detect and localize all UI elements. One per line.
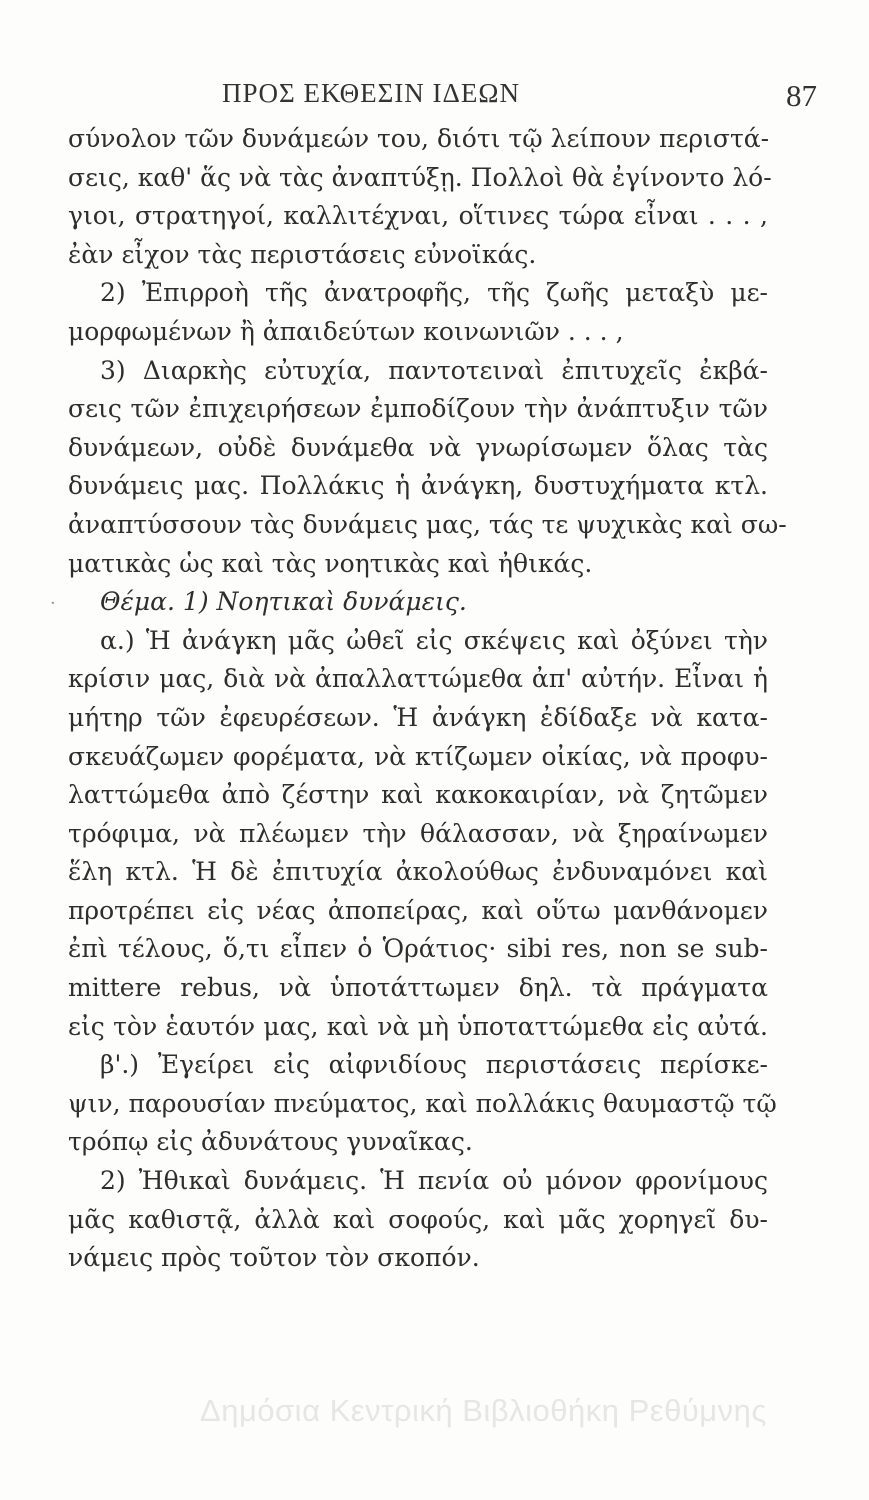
page-number: 87 (786, 78, 817, 113)
text-line: 2) Ἠθικαὶ δυνάμεις. Ἡ πενία οὐ μόνον φρονίμους (100, 1166, 768, 1196)
text-line: νάμεις πρὸς τοῦτον τὸν σκοπόν. (68, 1243, 480, 1273)
text-line: ματικὰς ὡς καὶ τὰς νοητικὰς καὶ ἠθικάς. (68, 548, 593, 578)
text-line: μήτηρ τῶν ἐφευρέσεων. Ἡ ἀνάγκη ἐδίδαξε νὰ κατα- (68, 702, 768, 732)
body-text (68, 120, 787, 1278)
section-heading: Θέμα. 1) Νοητικαὶ δυνάμεις. (100, 587, 467, 617)
text-line: εἰς τὸν ἑαυτόν μας, καὶ νὰ μὴ ὑποταττώμεθα εἰς αὐτά. (68, 1011, 768, 1041)
text-line: σκευάζωμεν φορέματα, νὰ κτίζωμεν οἰκίας, νὰ προφυ- (68, 741, 768, 771)
text-line: λαττώμεθα ἀπὸ ζέστην καὶ κακοκαιρίαν, νὰ ζητῶμεν (68, 780, 768, 810)
text-line: τρόφιμα, νὰ πλέωμεν τὴν θάλασσαν, νὰ ξηραίνωμεν (68, 818, 768, 848)
text-line: σύνολον τῶν δυνάμεών του, διότι τῷ λείπουν περιστά- (68, 124, 770, 153)
text-line: 3) Διαρκὴς εὐτυχία, παντοτειναὶ ἐπιτυχεῖς ἐκβά- (100, 355, 768, 385)
text-line: δυνάμεων, οὐδὲ δυνάμεθα νὰ γνωρίσωμεν ὅλας τὰς (68, 432, 768, 462)
text-line: α.) Ἡ ἀνάγκη μᾶς ὠθεῖ εἰς σκέψεις καὶ ὀξύνει τὴν (100, 625, 768, 655)
margin-mark: · (50, 593, 56, 614)
text-line: κρίσιν μας, διὰ νὰ ἀπαλλαττώμεθα ἀπ' αὐτήν. Εἶναι ἡ (68, 664, 768, 694)
text-line: ἐὰν εἶχον τὰς περιστάσεις εὐνοϊκάς. (68, 239, 537, 269)
text-line: ἕλη κτλ. Ἡ δὲ ἐπιτυχία ἀκολούθως ἐνδυναμόνει καὶ (68, 857, 768, 887)
text-line: τρόπῳ εἰς ἀδυνάτους γυναῖκας. (68, 1127, 473, 1157)
running-head-title: ΠΡΟΣ ΕΚΘΕΣΙΝ ΙΔΕΩΝ (222, 78, 520, 108)
text-line: mittere rebus, νὰ ὑποτάττωμεν δηλ. τὰ πράγματα (68, 973, 768, 1003)
text-line: μορφωμένων ἢ ἀπαιδεύτων κοινωνιῶν . . . , (68, 316, 624, 346)
text-line: προτρέπει εἰς νέας ἀποπείρας, καὶ οὕτω μανθάνομεν (68, 895, 768, 925)
text-line: δυνάμεις μας. Πολλάκις ἡ ἀνάγκη, δυστυχήματα κτλ. (68, 471, 768, 501)
text-line: μᾶς καθιστᾷ, ἀλλὰ καὶ σοφούς, καὶ μᾶς χορηγεῖ δυ- (68, 1204, 768, 1234)
text-line: γιοι, στρατηγοί, καλλιτέχναι, οἵτινες τώρα εἶναι . . . , (68, 201, 768, 231)
text-line: σεις, καθ' ἅς νὰ τὰς ἀναπτύξῃ. Πολλοὶ θὰ ἐγίνοντο λό- (68, 162, 772, 192)
text-line: ἐπὶ τέλους, ὅ,τι εἶπεν ὁ Ὁράτιος· sibi res, non se sub- (68, 934, 768, 964)
text-line: σεις τῶν ἐπιχειρήσεων ἐμποδίζουν τὴν ἀνάπτυξιν τῶν (68, 394, 768, 424)
text-line: 2) Ἐπιρροὴ τῆς ἀνατροφῆς, τῆς ζωῆς μεταξὺ με- (100, 278, 768, 308)
text-line: ἀναπτύσσουν τὰς δυνάμεις μας, τάς τε ψυχικὰς καὶ σω- (68, 509, 787, 539)
text-line: β'.) Ἐγείρει εἰς αἰφνιδίους περιστάσεις περίσκε- (100, 1050, 768, 1080)
text-line: ψιν, παρουσίαν πνεύματος, καὶ πολλάκις θαυμαστῷ τῷ (68, 1088, 777, 1118)
library-watermark: Δημόσια Κεντρική Βιβλιοθήκη Ρεθύμνης (200, 1393, 767, 1428)
